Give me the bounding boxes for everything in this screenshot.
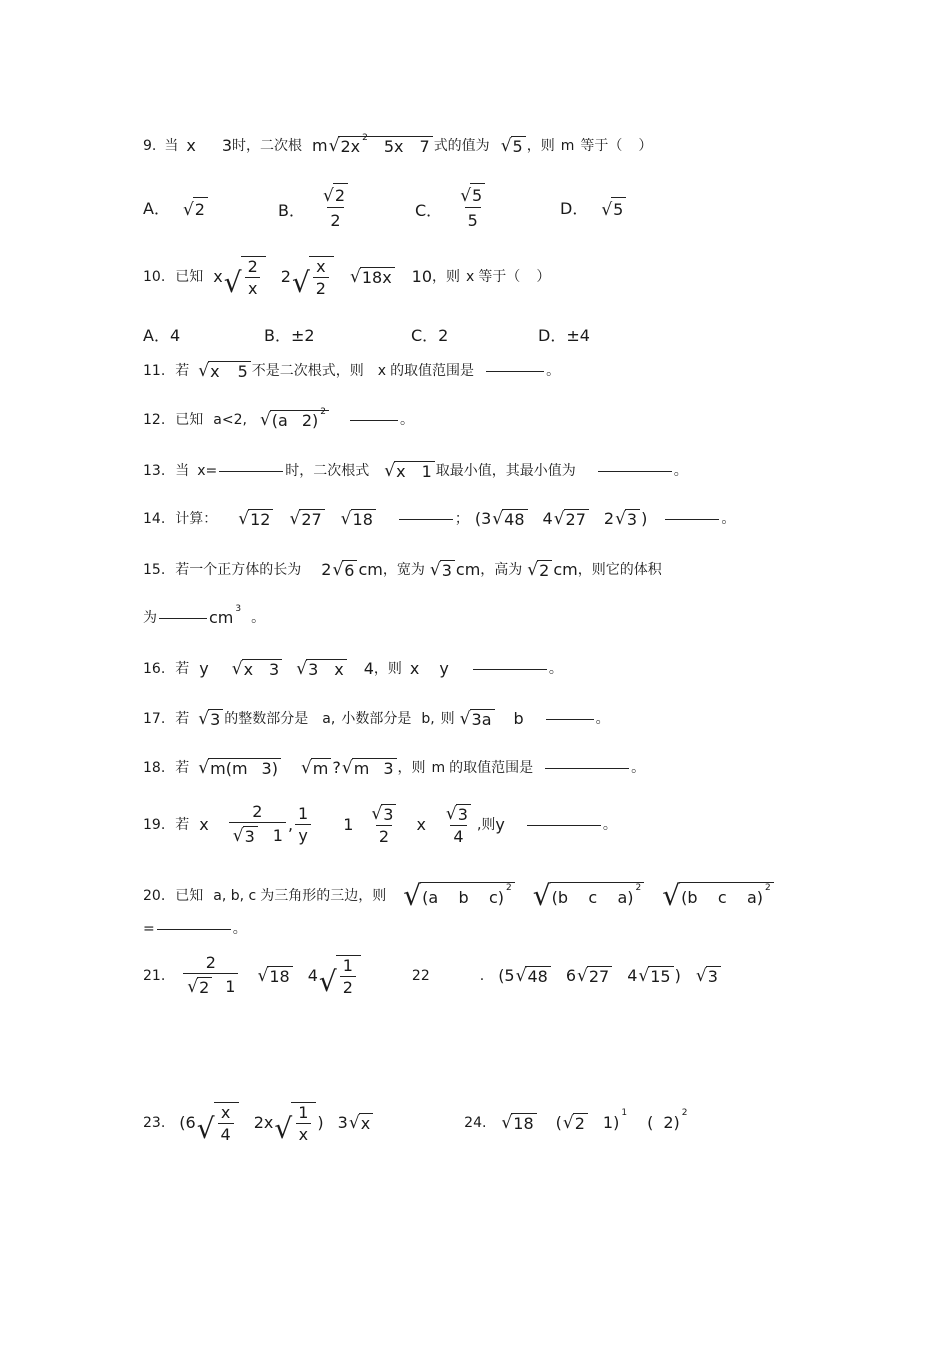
question-number: 10. [143, 268, 166, 285]
option-a: A．4 [143, 326, 181, 345]
question-20-cont: = 。 [143, 921, 247, 937]
answer-blank[interactable] [473, 668, 547, 670]
radical: √ 2x 2 5x 7 [329, 136, 433, 155]
question-14: 14. 计算： √ 12 √ 27 √ 18 ； (3 √ 48 4 √ 27 2 √ 3 ) 。 [143, 508, 736, 529]
radical: √ 5 [501, 136, 526, 155]
question-11: 11. 若 √ x 5 不是二次根式，则 x 的取值范围是 。 [143, 361, 561, 381]
answer-blank[interactable] [159, 617, 207, 619]
answer-blank[interactable] [527, 824, 601, 826]
option-a: A． √ 2 [143, 196, 209, 219]
answer-blank[interactable] [598, 470, 672, 472]
answer-blank[interactable] [219, 470, 283, 472]
answer-blank[interactable] [545, 767, 629, 769]
option-b: B． √ 2 2 [278, 183, 354, 230]
question-13: 13. 当 x= 时，二次根式 √ x 1 取最小值，其最小值为 。 [143, 461, 688, 481]
question-17: 17. 若 √ 3 的整数部分是 a, 小数部分是 b, 则 √ 3a b 。 [143, 708, 610, 729]
answer-blank[interactable] [399, 518, 453, 520]
option-d: D．±4 [538, 326, 590, 345]
question-12: 12. 已知 a<2, √ (a 2) 2 。 [143, 406, 414, 430]
question-18: 18. 若 √ m(m 3) √ m ? √ m 3 ，则 m 的取值范围是 。 [143, 757, 646, 778]
answer-blank[interactable] [486, 370, 544, 372]
option-b: B．±2 [264, 326, 315, 345]
question-number: 9. [143, 137, 157, 154]
question-9: 9. 当 x 3 时，二次根 m √ 2x 2 5x 7 式的值为 √ 5 ，则 m 等于（ ） [143, 132, 653, 156]
question-19: 19. 若 x 2 √ 3 1 , $\frac{1}{y}$ 1 √ 3 2 x √ 3 4 ,则 y 。 [143, 802, 617, 846]
question-16: 16. 若 y √ x 3 √ 3 x 4 ，则 x y 。 [143, 658, 563, 679]
answer-blank[interactable] [350, 419, 398, 421]
answer-blank[interactable] [157, 928, 231, 930]
option-c: C． √ 5 5 [415, 183, 491, 230]
question-10: 10. 已知 x √ $\frac{2}{x}$ 2 √ $\frac{x}{2}$ √ 18x 10 ，则 x 等于（ ） [143, 257, 551, 299]
answer-blank[interactable] [546, 718, 594, 720]
option-c: C．2 [411, 326, 449, 345]
question-20: 20. 已知 a, b, c 为三角形的三边，则 √ (a b c) 2 √ (b c a) 2 √ (b c a) 2 [143, 882, 830, 910]
question-23-24: 23. (6 √ $\frac{x}{4}$ 2x √ $\frac{1}{x}$ ) 3 √ x 24. √ 18 ( √ 2 1) 1 ( 2) 2 [143, 1103, 688, 1145]
answer-blank[interactable] [665, 518, 719, 520]
question-21-22: 21. 2 √ 2 1 √ 18 4 √ $\frac{1}{2}$ 22 . (5 √ 48 6 √ 27 4 √ 15 ) √ 3 [143, 955, 830, 996]
question-15-cont: 为 cm 3 。 [143, 603, 266, 627]
question-15: 15. 若一个正方体的长为 2 √ 6 cm ，宽为 √ 3 cm ，高为 √ 2 cm ，则它的体积 [143, 559, 662, 580]
option-d: D． √ 5 [560, 196, 627, 219]
